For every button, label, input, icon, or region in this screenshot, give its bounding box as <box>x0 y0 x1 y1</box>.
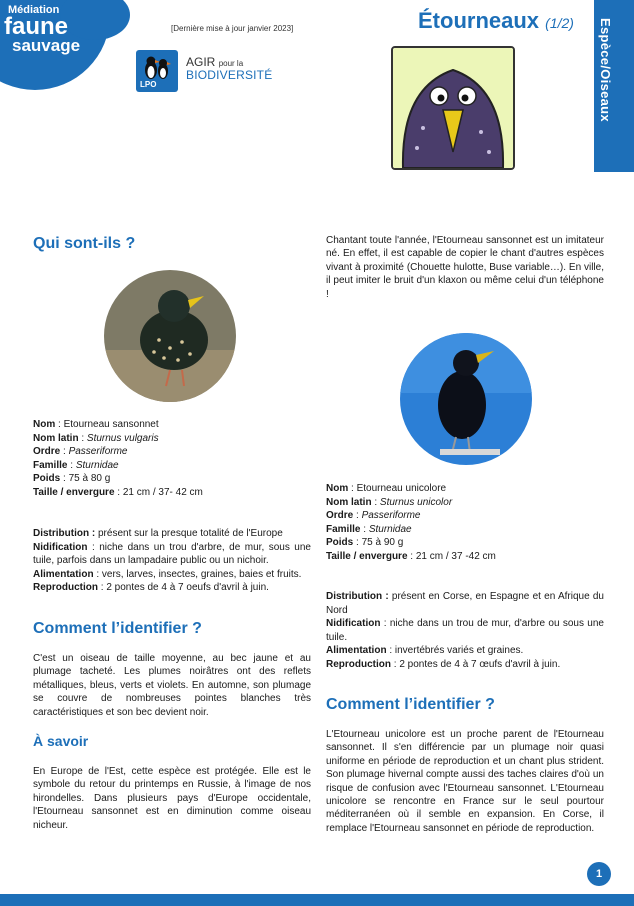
logo-line-3: sauvage <box>12 36 81 55</box>
know-text: En Europe de l'Est, cette espèce est protégée. Elle est le symbole du retour du printemps en Russie, à l'image de nos hirondelles. Dans plusieurs pays d'Europe occidentale, l'Etourneau sansonnet est en diminution comme oiseau nicheur. <box>33 766 311 831</box>
id-line: Ordre : Passeriforme <box>33 446 128 458</box>
logo-line-2: faune <box>4 13 69 40</box>
agir-small-text: pour la <box>218 59 244 68</box>
photo-etourneau-unicolore <box>400 333 532 465</box>
fact-line: Distribution : présent sur la presque totalité de l'Europe <box>33 528 283 539</box>
page-number: 1 <box>587 862 611 886</box>
id-card-unicolore <box>326 482 604 564</box>
id-line: Nom : Etourneau sansonnet <box>33 419 159 430</box>
title-sub: (1/2) <box>545 15 574 31</box>
update-date: [Dernière mise à jour janvier 2023] <box>171 24 294 33</box>
logo-line-1: Médiation <box>8 4 60 16</box>
id-line: Taille / envergure : 21 cm / 37- 42 cm <box>33 486 203 498</box>
cartoon-starling-illustration <box>391 46 515 170</box>
id-line: Ordre : Passeriforme <box>326 510 421 522</box>
mediation-faune-sauvage-logo <box>4 5 80 54</box>
fact-line: Nidification : niche dans un trou d'arbre, de mur, sous une tuile, parfois dans un lampadaire public ou un nichoir. <box>33 541 311 567</box>
side-label: Espèce/Oiseaux <box>598 18 613 122</box>
intro-text: Chantant toute l'année, l'Etourneau sansonnet est un imitateur né. En effet, il est capable de copier le chant d'autres espèces vivant à proximité (Chouette hulotte, Buse variable…). En ville, il peut imiter le bruit d'un klaxon ou même celui d'un téléphone ! <box>326 235 604 300</box>
agir-biodiversite-logo <box>186 56 272 82</box>
id-line: Famille : Sturnidae <box>33 459 119 471</box>
fact-line: Reproduction : 2 pontes de 4 à 7 œufs d'avril à juin. <box>326 658 561 670</box>
identify-text-sansonnet: C'est un oiseau de taille moyenne, au bec jaune et au plumage tacheté. Les plumes noirâtres ont des reflets métalliques, bleus, verts et violets. En automne, son plumage se couvre de nombreuses pointes blanches très caractéristiques et son bec devient noir. <box>33 653 311 718</box>
id-card-sansonnet <box>33 418 303 500</box>
fact-line: Nidification : niche dans un trou de mur, d'arbre ou sous une tuile. <box>326 618 604 643</box>
heading-identifier-sansonnet: Comment l’identifier ? <box>33 620 202 637</box>
facts-unicolore <box>326 590 604 672</box>
agir-text: AGIR <box>186 55 216 69</box>
id-line: Nom latin : Sturnus unicolor <box>326 496 453 508</box>
id-line: Poids : 75 à 90 g <box>326 537 404 549</box>
bottom-band <box>0 894 634 906</box>
heading-a-savoir: À savoir <box>33 733 89 749</box>
id-line: Taille / envergure : 21 cm / 37 -42 cm <box>326 550 496 562</box>
page-title <box>418 8 574 34</box>
fact-line: Alimentation : invertébrés variés et graines. <box>326 645 524 657</box>
fact-line: Reproduction : 2 pontes de 4 à 7 oeufs d'avril à juin. <box>33 582 269 594</box>
id-line: Famille : Sturnidae <box>326 523 412 535</box>
id-line: Nom latin : Sturnus vulgaris <box>33 432 159 444</box>
lpo-label: LPO <box>140 80 157 89</box>
id-line: Nom : Etourneau unicolore <box>326 483 447 494</box>
title-main: Étourneaux <box>418 8 540 33</box>
photo-etourneau-sansonnet <box>104 270 236 402</box>
fact-line: Alimentation : vers, larves, insectes, graines, baies et fruits. <box>33 568 302 580</box>
identify-text-unicolore: L'Etourneau unicolore est un proche parent de l'Etourneau sansonnet. Il s'en différencie par un plumage noir quasi uniforme en période de reproduction et un chant plus strident. Son plumage hivernal compte aussi des taches claires d'où un risque de confusion avec l'Etourneau sansonnet. L'Etourneau unicolore se rencontre en France sur le seul pourtour méditerranéen où il semble en expansion. En Corse, il remplace l'Etourneau sansonnet en période de reproduction. <box>326 729 604 834</box>
heading-qui-sont-ils: Qui sont-ils ? <box>33 235 136 252</box>
biodiversite-text: BIODIVERSITÉ <box>186 68 273 83</box>
fact-line: Distribution : présent en Corse, en Espagne et en Afrique du Nord <box>326 591 604 616</box>
facts-sansonnet <box>33 527 311 595</box>
heading-identifier-unicolore: Comment l’identifier ? <box>326 696 495 713</box>
id-line: Poids : 75 à 80 g <box>33 473 111 485</box>
